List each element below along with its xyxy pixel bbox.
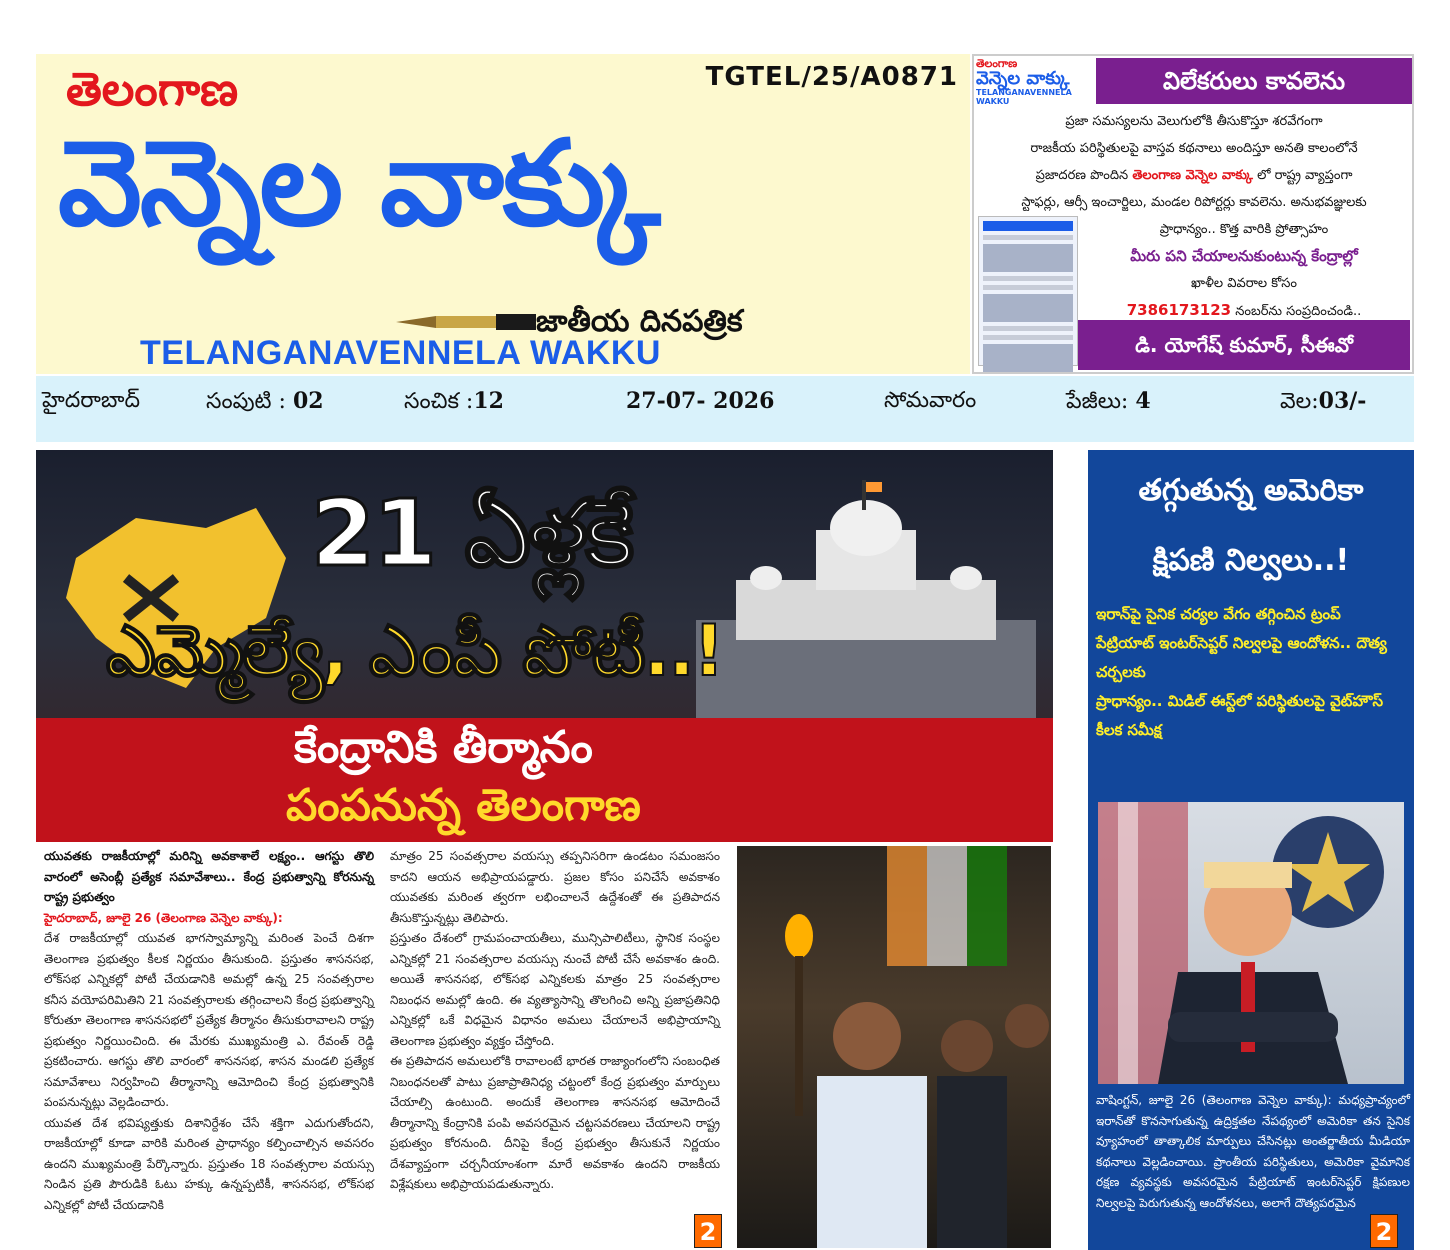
ad-line: రాజకీయ పరిస్థితులపై వాస్తవ కథనాలు అందిస్తూ అనతి కాలంలోనే	[1030, 141, 1358, 156]
sidebar-highlight: ప్రాధాన్యం.. మిడిల్ ఈస్ట్‌లో పరిస్థితులపై వైట్‌హౌస్ కీలక సమీక్ష	[1096, 692, 1384, 739]
headline-line-2: ఎమ్మెల్యే, ఎంపీ పోటీ..!	[106, 610, 723, 692]
weekday: సోమవారం	[884, 388, 977, 413]
sidebar-headline	[1088, 462, 1414, 590]
ad-line	[978, 162, 1410, 189]
ad-logo	[976, 58, 1096, 104]
article-paragraph: దేశ రాజకీయాల్లో యువత భాగస్వామ్యాన్ని మరింత పెంచే దిశగా తెలంగాణ ప్రభుత్వం కీలక నిర్ణయం తీసుకుంది. ప్రస్తుతం శాసనసభ, లోక్‌సభ ఎన్నికల్లో పోటీ చేయడానికి అమల్లో ఉన్న 25 సంవత్సరాల కనీస వయోపరిమితిని 21 సంవత్సరాలకు తగ్గించాలని కేంద్ర ప్రభుత్వాన్ని కోరుతూ తెలంగాణ శాసనసభలో ప్రత్యేక తీర్మానం తీసుకురావాలని రాష్ట్ర ప్రభుత్వం నిర్ణయించింది. ఈ మేరకు ముఖ్యమంత్రి ఎ. రేవంత్ రెడ్డి ప్రకటించారు. ఆగస్టు తొలి వారంలో శాసనసభ, శాసన మండలి ప్రత్యేక సమావేశాలు నిర్వహించి తీర్మానాన్ని ఆమోదించి కేంద్ర ప్రభుత్వానికి పంపనున్నట్లు వెల్లడించారు.	[44, 931, 374, 1109]
ad-line: ప్రజా సమస్యలను వెలుగులోకి తీసుకొస్తూ శరవేగంగా	[1065, 114, 1323, 129]
sidebar-article-text: వాషింగ్టన్, జూలై 26 (తెలంగాణ వెన్నెల వాక్కు): మధ్యప్రాచ్యంలో ఇరాన్‌తో కొనసాగుతున్న ఉద్రిక్తతల నేపథ్యంలో అమెరికా తన సైనిక వ్యూహంలో తాత్కాలిక మార్పులు చేసినట్లు అంతర్జాతీయ మీడియా కథనాలు వెల్లడించాయి. ప్రాంతీయ పరిస్థితులు, అమెరికా వైమానిక రక్షణ వ్యవస్థకు అవసరమైన పేట్రియాట్ ఇంటర్‌సెప్టర్ క్షిపణుల నిల్వలపై పెరుగుతున్న ఆందోళనలు, అలాగే దౌత్యపరమైన	[1096, 1093, 1410, 1210]
ad-line-text: లో రాష్ట్ర వ్యాప్తంగా	[1257, 168, 1353, 183]
ad-logo-name: వెన్నెల వాక్కు	[976, 68, 1070, 89]
newspaper-thumbnail-image	[978, 216, 1078, 366]
page-count: పేజీలు: 4	[1066, 388, 1151, 414]
masthead	[36, 54, 970, 374]
article-paragraph: యువత దేశ భవిష్యత్తుకు దిశానిర్దేశం చేసే శక్తిగా ఎదుగుతోందని, రాజకీయాల్లో కూడా వారికి మరింత ప్రాధాన్యం కల్పించాల్సిన అవసరం ఉందని ముఖ్యమంత్రి పేర్కొన్నారు. ప్రస్తుతం 18 సంవత్సరాల వయస్సు నిండిన ప్రతి పౌరుడికి ఓటు హక్కు ఉన్నప్పటికీ, శాసనసభ, లోక్‌సభ ఎన్నికల్లో పోటీ చేయడానికి	[44, 1115, 374, 1212]
article-column-1	[44, 846, 374, 1215]
assembly-building-image	[696, 470, 1036, 720]
city: హైదరాబాద్	[42, 388, 140, 413]
ad-heading: విలేకరులు కావలెను	[1096, 58, 1412, 104]
ad-line: మీరు పని చేయాలనుకుంటున్న కేంద్రాల్లో	[1130, 247, 1358, 265]
ad-logo-state: తెలంగాణ	[976, 57, 1018, 70]
article-kicker: యువతకు రాజకీయాల్లో మరిన్ని అవకాశాలే లక్ష్యం.. ఆగస్టు తొలి వారంలో అసెంబ్లీ ప్రత్యేక సమావేశాలు.. కేంద్ర ప్రభుత్వాన్ని కోరనున్న రాష్ట్ర ప్రభుత్వం	[44, 849, 374, 904]
newspaper-tagline: జాతీయ దినపత్రిక	[536, 304, 743, 339]
trump-photo	[1098, 802, 1404, 1084]
ad-line: స్టాఫర్లు, ఆర్సీ ఇంచార్జిలు, మండల రిపోర్టర్లు కావలెను. అనుభవజ్ఞులకు	[1021, 195, 1367, 210]
issue-date: 27-07- 2026	[626, 388, 775, 414]
sidebar-headline-line-1: తగ్గుతున్న అమెరికా	[1138, 473, 1364, 508]
sidebar-news	[1088, 450, 1414, 1250]
subheadline-line-2: పంపనున్న తెలంగాణ	[286, 780, 641, 831]
fountain-pen-icon	[396, 312, 536, 332]
ad-contact-name: డి. యోగేష్ కుమార్, సీఈవో	[1078, 320, 1410, 370]
article-dateline: హైదరాబాద్, జూలై 26 (తెలంగాణ వెన్నెల వాక్కు):	[44, 910, 283, 925]
ad-logo-english: TELANGANAVENNELA WAKKU	[976, 88, 1072, 106]
subheadline-line-1: కేంద్రానికి తీర్మానం	[294, 722, 593, 773]
price: వెల:03/-	[1280, 388, 1367, 414]
sidebar-highlight: ఇరాన్‌పై సైనిక చర్యల వేగం తగ్గించిన ట్రంప్	[1096, 605, 1341, 623]
issue-info-bar	[36, 376, 1414, 442]
article-paragraph: మాత్రం 25 సంవత్సరాల వయస్సు తప్పనిసరిగా ఉండటం సమంజసం కాదని ఆయన అభిప్రాయపడ్డారు. ప్రజల కోసం పనిచేసే అవకాశం యువతకు మరింత త్వరగా లభించాలనే ఉద్దేశంతో ఈ ప్రతిపాదన తీసుకొస్తున్నట్లు తెలిపారు.	[390, 849, 720, 925]
article-paragraph: ఈ ప్రతిపాదన అమలులోకి రావాలంటే భారత రాజ్యాంగంలోని సంబంధిత నిబంధనలతో పాటు ప్రజాప్రాతినిధ్య చట్టంలో కేంద్ర ప్రభుత్వం మార్పులు చేయాల్సి ఉంటుంది. అందుకే తెలంగాణ శాసనసభ ఆమోదించే తీర్మానాన్ని కేంద్రానికి పంపి అవసరమైన చట్టసవరణలు చేయాలని రాష్ట్ర ప్రభుత్వం కోరనుంది. దీనిపై కేంద్ర ప్రభుత్వం తీసుకునే నిర్ణయం దేశవ్యాప్తంగా చర్చనీయాంశంగా మారే అవకాశం ఉందని రాజకీయ విశ్లేషకులు అభిప్రాయపడుతున్నారు.	[390, 1054, 720, 1191]
headline-banner	[36, 450, 1053, 842]
ad-line-text: ప్రజాదరణ పొందిన	[1035, 168, 1129, 183]
newspaper-english-name: TELANGANAVENNELA WAKKU	[140, 334, 661, 372]
sidebar-highlights	[1096, 600, 1406, 745]
article-paragraph: ప్రస్తుతం దేశంలో గ్రామపంచాయతీలు, మున్సిపాలిటీలు, స్థానిక సంస్థల ఎన్నికల్లో 21 సంవత్సరాల వయస్సు నుంచే పోటీ చేసే అవకాశం ఉంది. అయితే శాసనసభ, లోక్‌సభ ఎన్నికలకు మాత్రం 25 సంవత్సరాల నిబంధన అమల్లో ఉంది. ఈ వ్యత్యాసాన్ని తొలగించి అన్ని ప్రజాప్రతినిధి ఎన్నికల్లో ఒకే విధమైన విధానం అమలు చేయాలనే అభిప్రాయాన్ని తెలంగాణ ప్రభుత్వం వ్యక్తం చేస్తోంది.	[390, 931, 720, 1048]
ad-line-text: నంబర్‌ను సంప్రదించండి..	[1235, 304, 1362, 319]
sidebar-headline-line-2: క్షిపణి నిల్వలు..!	[1152, 543, 1350, 578]
sidebar-continued-page-badge: 2	[1370, 1214, 1398, 1248]
ad-phone-number: 7386173123	[1126, 301, 1232, 319]
newspaper-title: వెన్నెల వాక్కు	[58, 114, 659, 252]
masthead-state-name: తెలంగాణ	[66, 62, 239, 116]
issue-number: సంచిక :12	[404, 388, 504, 414]
sidebar-highlight: పేట్రియాట్ ఇంటర్‌సెప్టర్ నిల్వలపై ఆందోళన.. దౌత్య చర్చలకు	[1096, 634, 1387, 681]
ad-line: ఖాళీల వివరాల కోసం	[1190, 276, 1298, 291]
ad-paper-name: తెలంగాణ వెన్నెల వాక్కు	[1132, 168, 1253, 183]
article-column-2	[390, 846, 720, 1195]
recruitment-ad	[972, 54, 1414, 374]
ad-line: ప్రాధాన్యం.. కొత్త వారికి ప్రోత్సాహం	[1159, 222, 1329, 237]
registration-number: TGTEL/25/A0871	[705, 62, 958, 92]
trump-image	[1098, 802, 1404, 1084]
continued-page-badge: 2	[694, 1214, 722, 1248]
headline-line-1: 21 ఏళ్లకే	[311, 480, 632, 587]
torch-rally-photo	[737, 846, 1051, 1248]
rally-scene-image	[737, 846, 1051, 1248]
volume: సంపుటి : 02	[206, 388, 324, 414]
